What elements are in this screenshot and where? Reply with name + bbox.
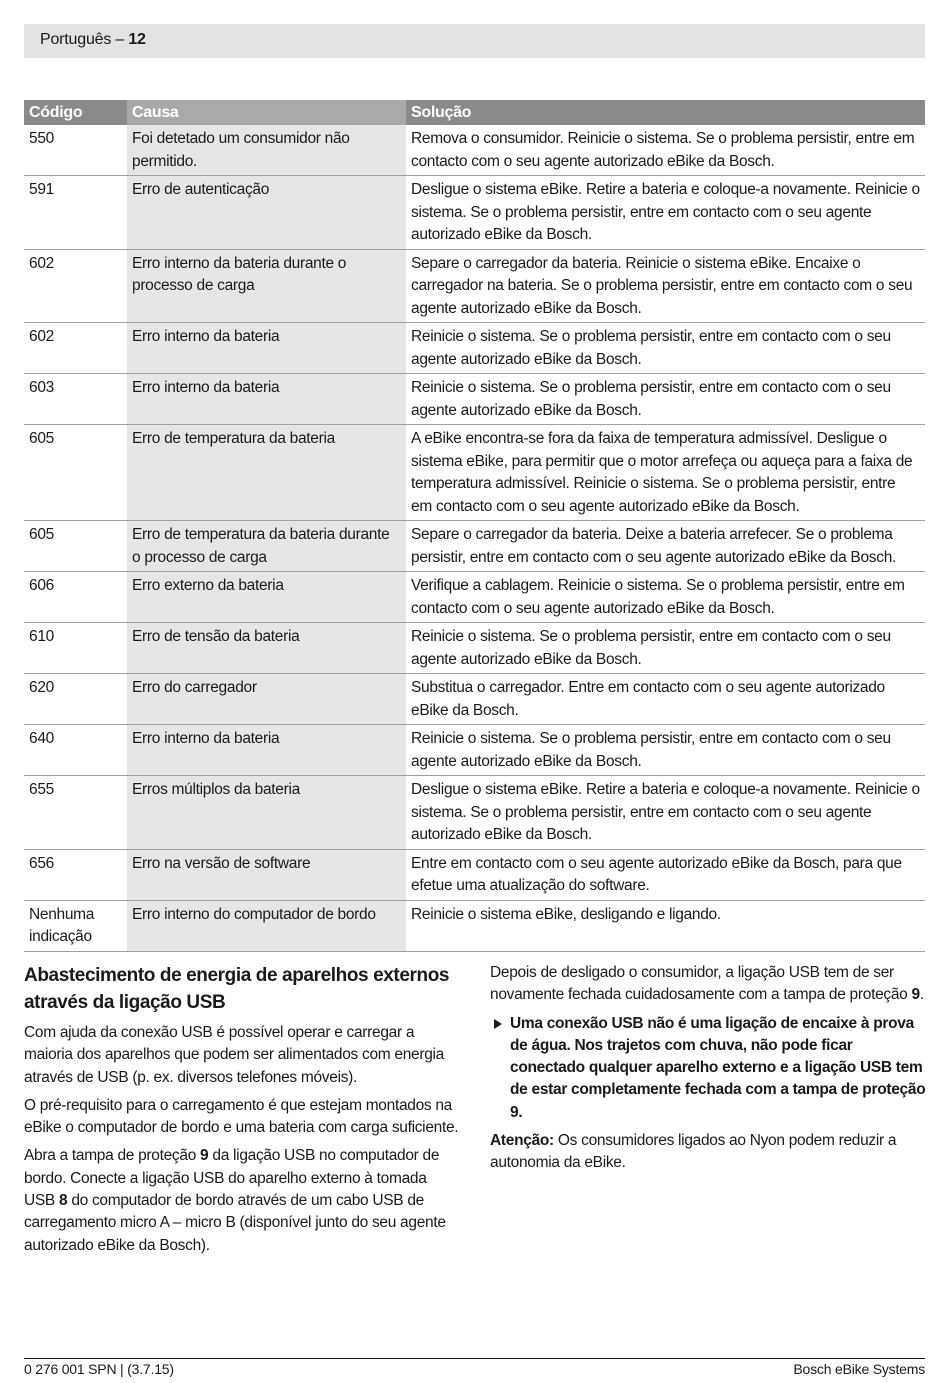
cell-code: 656 bbox=[24, 849, 127, 900]
cell-solution: Desligue o sistema eBike. Retire a bateria e coloque-a novamente. Reinicie o sistema. Se o problema persistir, entre em contacto com o seu agente autorizado eBike da Bosch. bbox=[406, 176, 925, 250]
cell-solution: Separe o carregador da bateria. Deixe a bateria arrefecer. Se o problema persistir, entre em contacto com o seu agente autorizado eBike da Bosch. bbox=[406, 521, 925, 572]
section-title: Abastecimento de energia de aparelhos externos através da ligação USB bbox=[24, 965, 450, 1013]
reference-number: 9 bbox=[911, 986, 920, 1004]
footer-document-id: 0 276 001 SPN | (3.7.15) bbox=[24, 1361, 174, 1377]
table-row bbox=[24, 521, 925, 572]
header-language: Português bbox=[40, 31, 112, 48]
cell-cause: Erros múltiplos da bateria bbox=[127, 776, 406, 850]
attention-note bbox=[490, 1130, 926, 1175]
cell-cause: Erro na versão de software bbox=[127, 849, 406, 900]
text-segment: do computador de bordo através de um cabo USB de carregamento micro A – micro B (disponível junto do seu agente autorizado eBike da Bosch). bbox=[24, 1192, 446, 1254]
warning-text: Uma conexão USB não é uma ligação de encaixe à prova de água. Nos trajetos com chuva, não pode ficar conectado qualquer aparelho externo e a ligação USB tem de estar completamente fechada com a tampa de proteção 9. bbox=[510, 1014, 926, 1121]
cell-solution: Reinicie o sistema. Se o problema persistir, entre em contacto com o seu agente autorizado eBike da Bosch. bbox=[406, 323, 925, 374]
column-header-solution: Solução bbox=[406, 100, 925, 125]
cell-solution: Desligue o sistema eBike. Retire a bateria e coloque-a novamente. Reinicie o sistema. Se o problema persistir, entre em contacto com o seu agente autorizado eBike da Bosch. bbox=[406, 776, 925, 850]
cell-cause: Erro interno do computador de bordo bbox=[127, 900, 406, 951]
text-segment: . bbox=[919, 986, 924, 1004]
cell-solution: Entre em contacto com o seu agente autorizado eBike da Bosch, para que efetue uma atualização do software. bbox=[406, 849, 925, 900]
table-row bbox=[24, 674, 925, 725]
table-row bbox=[24, 849, 925, 900]
cell-cause: Erro externo da bateria bbox=[127, 572, 406, 623]
page-header-text bbox=[40, 31, 146, 49]
cell-cause: Erro de temperatura da bateria durante o processo de carga bbox=[127, 521, 406, 572]
table-row bbox=[24, 572, 925, 623]
cell-solution: Substitua o carregador. Entre em contacto com o seu agente autorizado eBike da Bosch. bbox=[406, 674, 925, 725]
warning-note bbox=[490, 1013, 926, 1124]
cell-code: 605 bbox=[24, 425, 127, 521]
cell-cause: Foi detetado um consumidor não permitido. bbox=[127, 125, 406, 176]
cell-code: Nenhuma indicação bbox=[24, 900, 127, 951]
cell-solution: Reinicie o sistema eBike, desligando e ligando. bbox=[406, 900, 925, 951]
cell-code: 640 bbox=[24, 725, 127, 776]
arrow-bullet-icon bbox=[494, 1019, 502, 1029]
table-row bbox=[24, 249, 925, 323]
paragraph-usb-intro: Com ajuda da conexão USB é possível operar e carregar a maioria dos aparelhos que podem ser alimentados com energia através de USB (p. ex. diversos telefones móveis). bbox=[24, 1024, 444, 1086]
cell-code: 602 bbox=[24, 323, 127, 374]
cell-solution: Reinicie o sistema. Se o problema persistir, entre em contacto com o seu agente autorizado eBike da Bosch. bbox=[406, 623, 925, 674]
text-segment: Abra a tampa de proteção bbox=[24, 1147, 201, 1165]
table-header-row bbox=[24, 100, 925, 125]
left-column bbox=[24, 962, 460, 1263]
attention-label: Atenção: bbox=[490, 1132, 554, 1150]
cell-code: 550 bbox=[24, 125, 127, 176]
table-row bbox=[24, 776, 925, 850]
cell-cause: Erro interno da bateria durante o processo de carga bbox=[127, 249, 406, 323]
right-column bbox=[490, 962, 926, 1181]
cell-solution: A eBike encontra-se fora da faixa de temperatura admissível. Desligue o sistema eBike, para permitir que o motor arrefeça ou aqueça para a faixa de temperatura admissível. Reinicie o sistema. Se o problema persistir, entre em contacto com o seu agente autorizado eBike da Bosch. bbox=[406, 425, 925, 521]
cell-solution: Separe o carregador da bateria. Reinicie o sistema eBike. Encaixe o carregador na bateria. Se o problema persistir, entre em contacto com o seu agente autorizado eBike da Bosch. bbox=[406, 249, 925, 323]
footer-divider bbox=[24, 1358, 925, 1359]
table-row bbox=[24, 900, 925, 951]
table-row bbox=[24, 125, 925, 176]
cell-cause: Erro de tensão da bateria bbox=[127, 623, 406, 674]
table-row bbox=[24, 323, 925, 374]
table-row bbox=[24, 176, 925, 250]
cell-code: 602 bbox=[24, 249, 127, 323]
reference-number: 8 bbox=[58, 1192, 68, 1210]
cell-code: 610 bbox=[24, 623, 127, 674]
cell-code: 606 bbox=[24, 572, 127, 623]
cell-cause: Erro interno da bateria bbox=[127, 323, 406, 374]
cell-code: 620 bbox=[24, 674, 127, 725]
cell-solution: Verifique a cablagem. Reinicie o sistema. Se o problema persistir, entre em contacto com o seu agente autorizado eBike da Bosch. bbox=[406, 572, 925, 623]
error-code-table bbox=[24, 100, 925, 952]
cell-solution: Reinicie o sistema. Se o problema persistir, entre em contacto com o seu agente autorizado eBike da Bosch. bbox=[406, 374, 925, 425]
cell-code: 605 bbox=[24, 521, 127, 572]
table-row bbox=[24, 623, 925, 674]
table-row bbox=[24, 425, 925, 521]
footer-brand: Bosch eBike Systems bbox=[793, 1361, 925, 1377]
text-segment: da ligação USB no computador de bordo. Conecte a ligação USB do aparelho externo à tomada USB bbox=[24, 1147, 440, 1210]
paragraph-connect-instructions bbox=[24, 1145, 460, 1256]
paragraph-close-cover bbox=[490, 962, 926, 1007]
cell-cause: Erro interno da bateria bbox=[127, 725, 406, 776]
cell-code: 603 bbox=[24, 374, 127, 425]
paragraph-prerequisite: O pré-requisito para o carregamento é que estejam montados na eBike o computador de bordo e uma bateria com carga suficiente. bbox=[24, 1096, 459, 1137]
text-segment: Depois de desligado o consumidor, a ligação USB tem de ser novamente fechada cuidadosamente com a tampa de proteção bbox=[490, 964, 912, 1004]
cell-cause: Erro do carregador bbox=[127, 674, 406, 725]
attention-text: Os consumidores ligados ao Nyon podem reduzir a autonomia da eBike. bbox=[490, 1132, 897, 1172]
column-header-cause: Causa bbox=[127, 100, 406, 125]
cell-cause: Erro de autenticação bbox=[127, 176, 406, 250]
table-row bbox=[24, 725, 925, 776]
cell-code: 591 bbox=[24, 176, 127, 250]
reference-number: 9 bbox=[200, 1147, 209, 1165]
cell-cause: Erro interno da bateria bbox=[127, 374, 406, 425]
header-separator: – bbox=[111, 31, 129, 48]
column-header-code: Código bbox=[24, 100, 127, 125]
table-row bbox=[24, 374, 925, 425]
cell-cause: Erro de temperatura da bateria bbox=[127, 425, 406, 521]
page-number: 12 bbox=[128, 31, 146, 48]
cell-code: 655 bbox=[24, 776, 127, 850]
page-header bbox=[24, 24, 925, 58]
cell-solution: Remova o consumidor. Reinicie o sistema. Se o problema persistir, entre em contacto com o seu agente autorizado eBike da Bosch. bbox=[406, 125, 925, 176]
cell-solution: Reinicie o sistema. Se o problema persistir, entre em contacto com o seu agente autorizado eBike da Bosch. bbox=[406, 725, 925, 776]
